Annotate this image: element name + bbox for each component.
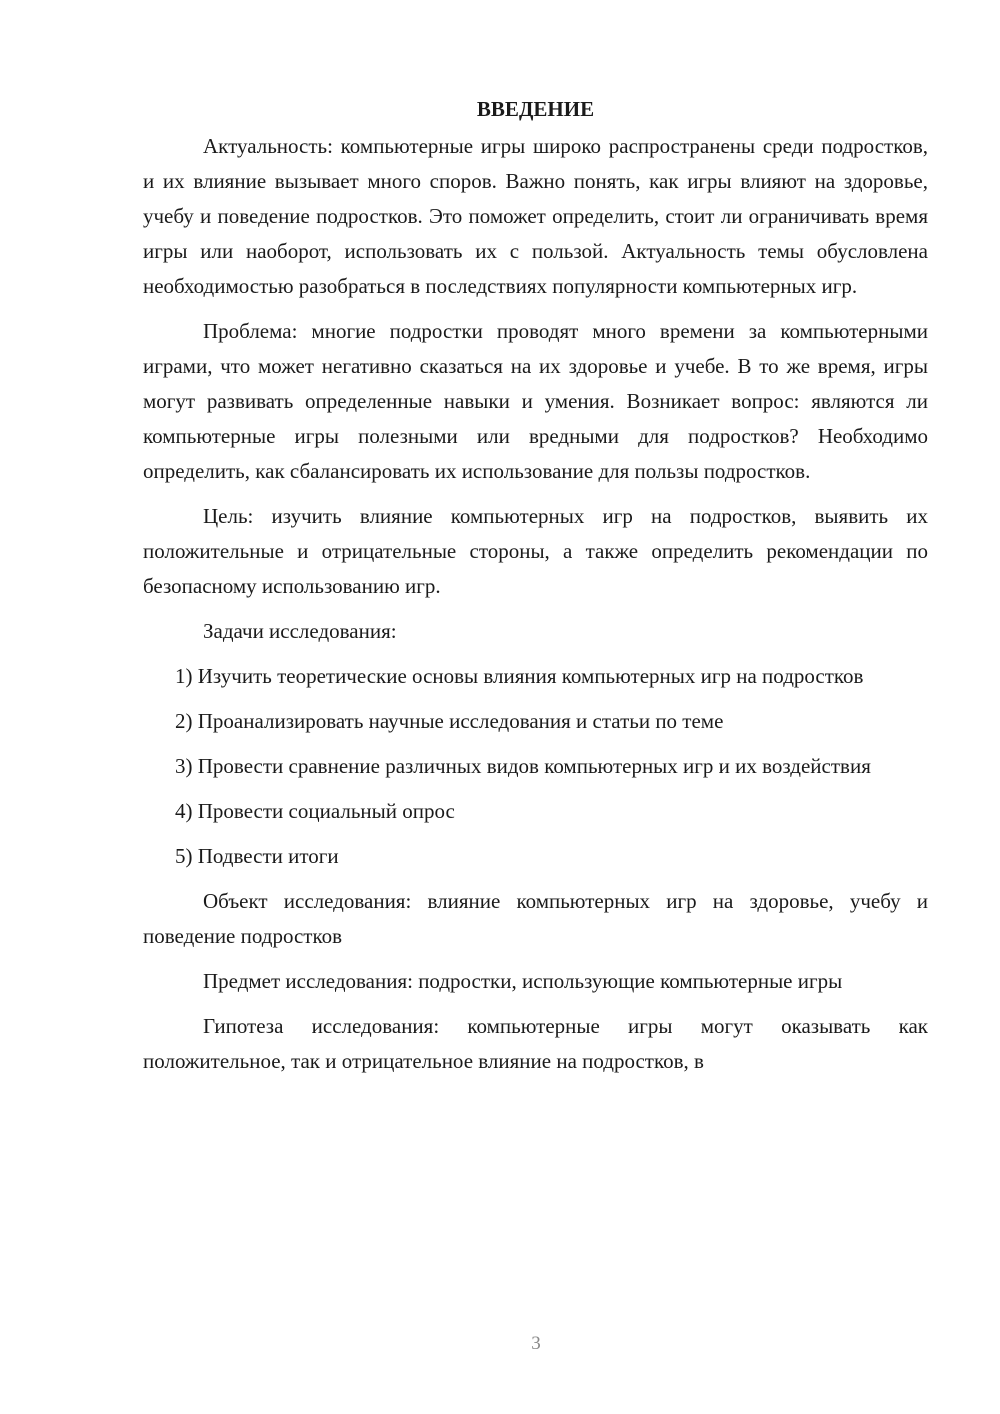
task-item-2: 2) Проанализировать научные исследования и статьи по теме xyxy=(175,709,724,733)
paragraph-relevance: Актуальность: компьютерные игры широко распространены среди подростков, и их влияние вызывает много споров. Важно понять, как игры влияют на здоровье, учебу и поведение подростков. Это поможет определить, стоит ли ограничивать время игры или наоборот, использовать их с пользой. Актуальность темы обусловлена необходимостью разобраться в последствиях популярности компьютерных игр. xyxy=(143,134,928,298)
task-item-5: 5) Подвести итоги xyxy=(175,844,339,868)
task-item-3: 3) Провести сравнение различных видов компьютерных игр и их воздействия xyxy=(175,754,871,778)
paragraph-tasks-heading: Задачи исследования: xyxy=(203,619,397,643)
paragraph-goal: Цель: изучить влияние компьютерных игр на подростков, выявить их положительные и отрицательные стороны, а также определить рекомендации по безопасному использованию игр. xyxy=(143,504,928,598)
task-item-1: 1) Изучить теоретические основы влияния компьютерных игр на подростков xyxy=(175,664,864,688)
paragraph-problem: Проблема: многие подростки проводят много времени за компьютерными играми, что может негативно сказаться на их здоровье и учебе. В то же время, игры могут развивать определенные навыки и умения. Возникает вопрос: являются ли компьютерные игры полезными или вредными для подростков? Необходимо определить, как сбалансировать их использование для пользы подростков. xyxy=(143,319,928,483)
task-item-4: 4) Провести социальный опрос xyxy=(175,799,455,823)
paragraph-hypothesis: Гипотеза исследования: компьютерные игры могут оказывать как положительное, так и отрицательное влияние на подростков, в xyxy=(143,1014,928,1073)
page-number: 3 xyxy=(531,1333,541,1354)
paragraph-subject: Предмет исследования: подростки, использующие компьютерные игры xyxy=(203,969,843,993)
document-body xyxy=(143,92,928,1089)
page-title: ВВЕДЕНИЕ xyxy=(476,97,595,121)
paragraph-object: Объект исследования: влияние компьютерных игр на здоровье, учебу и поведение подростков xyxy=(143,889,928,948)
